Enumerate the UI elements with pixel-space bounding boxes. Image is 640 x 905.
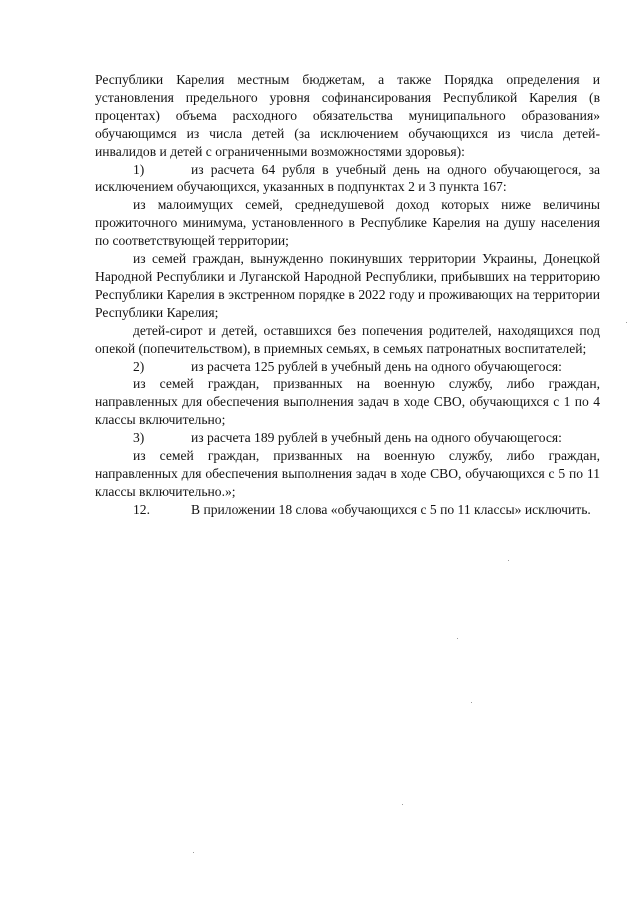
paragraph-text: из малоимущих семей, среднедушевой доход которых ниже величины прожиточного минимума, установленного в Республике Карелия на душу населения по соответствующей территории; — [95, 197, 600, 249]
paragraph-text: Республики Карелия местным бюджетам, а также Порядка определения и установления предельного уровня софинансирования Республикой Карелия (в процентах) объема расходного обязательства муниципального образования» обучающимся из числа детей (за исключением обучающихся из числа детей-инвалидов и детей с ограниченными возможностями здоровья): — [95, 72, 600, 159]
paragraph-text: из расчета 64 рубля в учебный день на одного обучающегося, за исключением обучающихся, указанных в подпунктах 2 и 3 пункта 167: — [95, 161, 600, 195]
scan-speck — [471, 702, 472, 703]
list-item-12 — [95, 501, 600, 519]
paragraph-text: из расчета 125 рублей в учебный день на одного обучающегося: — [191, 358, 562, 374]
paragraph-text: В приложении 18 слова «обучающихся с 5 по 11 классы» исключить. — [191, 501, 591, 517]
scan-speck — [193, 852, 194, 853]
paragraph-text: из семей граждан, вынужденно покинувших территории Украины, Донецкой Народной Республики и Луганской Народной Республики, прибывших на территорию Республики Карелия в экстренном порядке в 2022 году и проживающих на территории Республики Карелия; — [95, 251, 600, 320]
item-number: 12. — [133, 501, 150, 517]
scan-speck — [626, 322, 627, 323]
item-number: 2) — [133, 358, 145, 374]
paragraph-text: из семей граждан, призванных на военную службу, либо граждан, направленных для обеспечения выполнения задач в ходе СВО, обучающихся с 5 по 11 классы включительно.»; — [95, 448, 600, 499]
sub-item-svo-grades-1-4 — [95, 375, 600, 429]
list-item-1 — [95, 161, 600, 197]
document-body — [95, 71, 600, 519]
scan-speck — [508, 560, 509, 561]
sub-item-svo-grades-5-11 — [95, 447, 600, 501]
sub-item-orphans — [95, 322, 600, 358]
scan-speck — [402, 804, 403, 805]
paragraph-text: детей-сирот и детей, оставшихся без попечения родителей, находящихся под опекой (попечительством), в приемных семьях, в семьях патронатных воспитателей; — [95, 322, 600, 356]
sub-item-displaced-families — [95, 250, 600, 322]
scan-speck — [457, 638, 458, 639]
item-number: 3) — [133, 430, 145, 446]
paragraph-intro — [95, 71, 600, 161]
list-item-3 — [95, 429, 600, 447]
item-number: 1) — [133, 161, 145, 177]
paragraph-text: из расчета 189 рублей в учебный день на одного обучающегося: — [191, 430, 562, 446]
sub-item-low-income — [95, 196, 600, 250]
paragraph-text: из семей граждан, призванных на военную службу, либо граждан, направленных для обеспечения выполнения задач в ходе СВО, обучающихся с 1 по 4 классы включительно; — [95, 376, 600, 428]
list-item-2 — [95, 358, 600, 376]
